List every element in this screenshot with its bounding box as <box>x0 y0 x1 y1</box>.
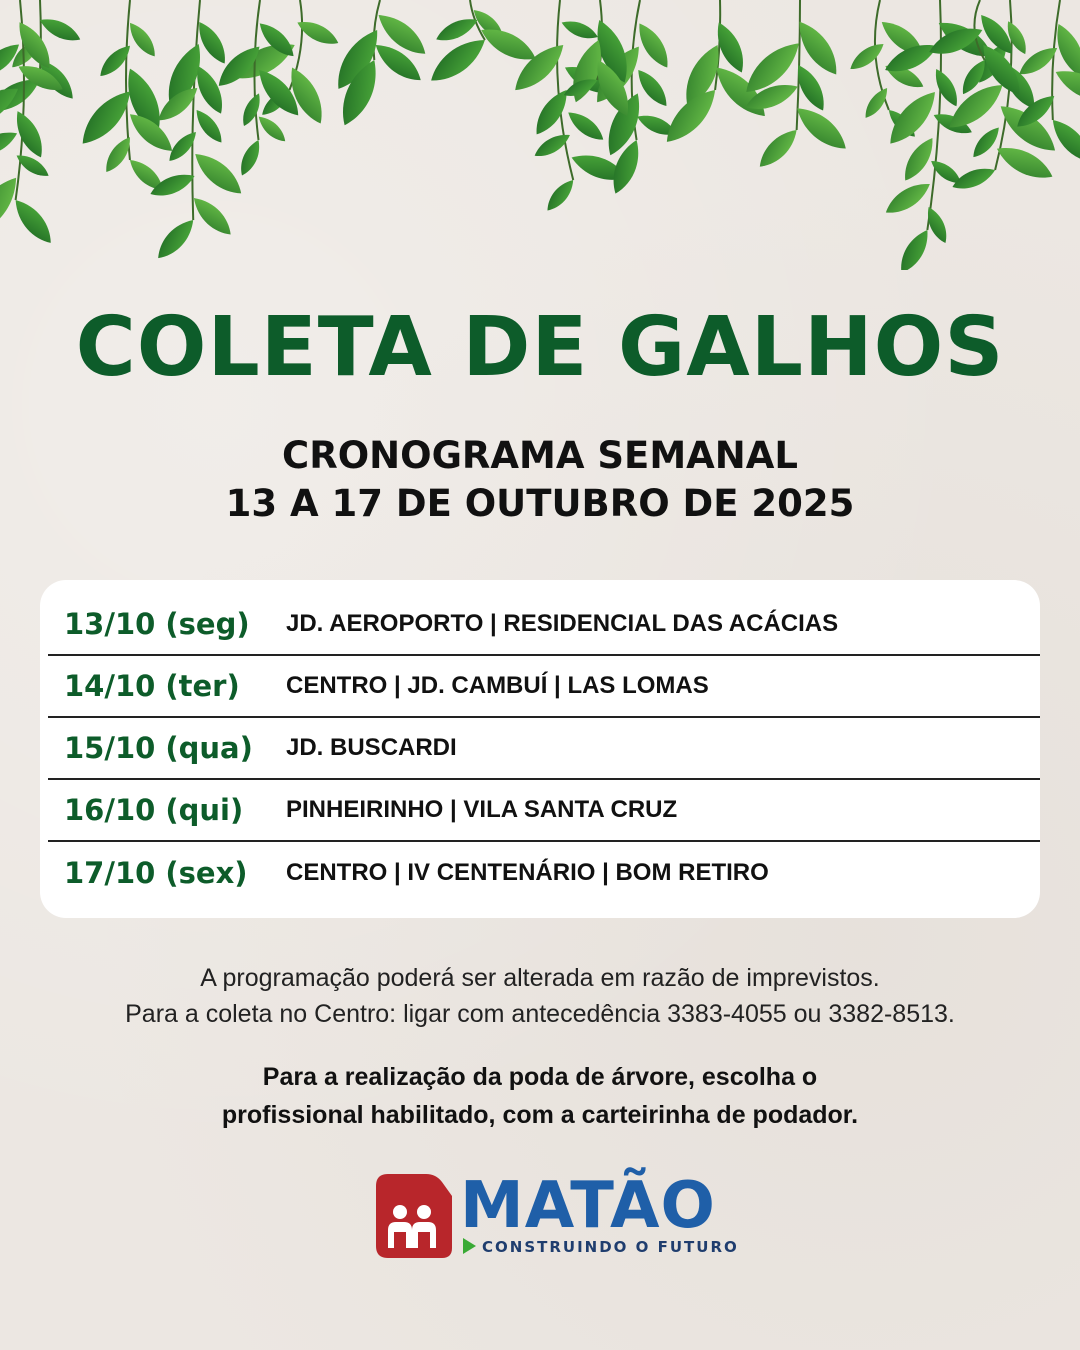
leaf <box>191 106 227 147</box>
leaf-stem <box>1052 0 1060 120</box>
schedule-row <box>48 656 1040 718</box>
play-icon <box>463 1238 476 1254</box>
leaf <box>861 84 893 121</box>
poster-subtitle <box>0 432 1080 528</box>
schedule-row <box>48 718 1040 780</box>
schedule-row <box>48 842 1040 904</box>
poster-title: COLETA DE GALHOS <box>75 300 1005 395</box>
leaf <box>188 192 237 241</box>
advice-line-1: Para a realização da poda de árvore, escolha o <box>262 1063 818 1091</box>
schedule-places: PINHEIRINHO | VILA SANTA CRUZ <box>286 796 678 823</box>
leaf <box>930 66 963 110</box>
schedule-row <box>48 780 1040 842</box>
leaf <box>559 16 600 43</box>
leaf <box>846 38 888 74</box>
logo-tagline-text: CONSTRUINDO O FUTURO <box>482 1238 739 1256</box>
leaf <box>124 19 160 61</box>
leaf <box>238 91 264 129</box>
leaf <box>754 124 803 173</box>
leaf <box>8 194 58 249</box>
leaf <box>100 133 135 176</box>
schedule-date: 15/10 (qua) <box>64 731 253 765</box>
leaf-stem <box>192 0 200 220</box>
leaf <box>37 13 84 46</box>
schedule-date: 13/10 (seg) <box>64 607 250 641</box>
subtitle-line-1: CRONOGRAMA SEMANAL <box>282 434 798 477</box>
leaf <box>189 146 248 201</box>
logo-tagline <box>463 1238 739 1256</box>
logo-emblem-icon <box>370 1168 456 1264</box>
advice-line-2: profissional habilitado, com a carteirinha de podador. <box>221 1101 859 1129</box>
leaf <box>894 226 934 270</box>
schedule-table <box>40 580 1040 918</box>
leaf <box>236 137 265 178</box>
leaf <box>882 84 944 151</box>
schedule-places: JD. AEROPORTO | RESIDENCIAL DAS ACÁCIAS <box>286 610 839 637</box>
leaf <box>255 112 290 146</box>
logo-wordmark: MATÃO <box>460 1169 716 1243</box>
note-line-1: A programação poderá ser alterada em razão de imprevistos. <box>200 964 880 992</box>
schedule-places: JD. BUSCARDI <box>286 734 457 761</box>
leaf <box>881 177 935 220</box>
subtitle-line-2: 13 A 17 DE OUTUBRO DE 2025 <box>225 482 855 525</box>
pruning-advice <box>0 1058 1080 1134</box>
leaf <box>564 107 608 146</box>
matao-logo <box>370 1168 739 1264</box>
schedule-date: 14/10 (ter) <box>64 669 240 703</box>
schedule-places: CENTRO | IV CENTENÁRIO | BOM RETIRO <box>286 859 769 886</box>
note-line-2: Para a coleta no Centro: ligar com antecedência 3383-4055 ou 3382-8513. <box>125 1000 955 1028</box>
leaf <box>424 31 491 90</box>
disclaimer-note <box>0 960 1080 1032</box>
leaf <box>632 19 675 73</box>
leaf <box>152 214 200 264</box>
leaf <box>542 176 578 215</box>
leaves-decoration <box>0 0 1080 270</box>
schedule-places: CENTRO | JD. CAMBUÍ | LAS LOMAS <box>286 672 709 699</box>
schedule-row <box>48 594 1040 656</box>
schedule-date: 16/10 (qui) <box>64 793 244 827</box>
schedule-date: 17/10 (sex) <box>64 856 248 890</box>
